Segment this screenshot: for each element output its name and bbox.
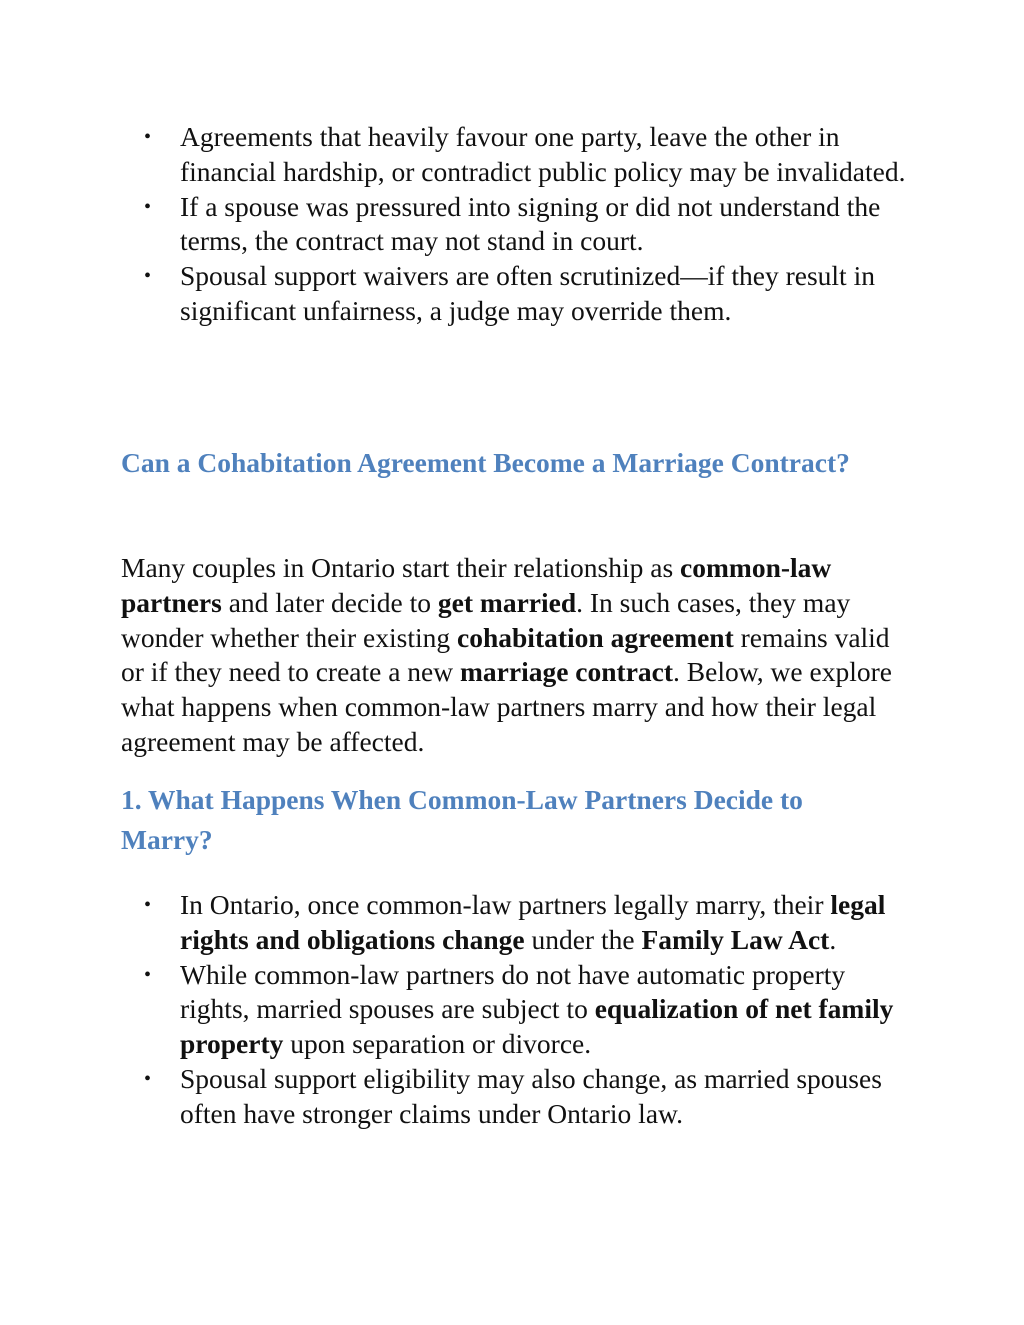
list-item-text: Spousal support eligibility may also change, as married spouses often have stronger claims under Ontario law. [180,1062,882,1129]
intro-paragraph [121,551,901,760]
section-heading: Can a Cohabitation Agreement Become a Marriage Contract? [121,447,850,478]
subsection-heading: 1. What Happens When Common-Law Partners Decide to Marry? [121,784,803,855]
bullet-icon: • [144,894,152,916]
intro-text: . In such cases, they may wonder whether their existing [121,586,851,653]
bullet-icon: • [144,265,152,288]
list-item-bold-text: legal rights and obligations change [180,889,886,955]
list-item-bold-text: Family Law Act [641,923,830,955]
list-item [144,120,910,190]
list-item-text: upon separation or divorce. [283,1028,592,1060]
intro-bold-text: cohabitation agreement [457,621,734,653]
list-item-bold-text: equalization of net family property [180,993,894,1060]
list-item [144,1062,910,1132]
list-item [144,888,910,958]
list-item-text: under the [524,923,642,955]
list-item [144,259,910,329]
intro-text: . Below, we explore what happens when common-law partners marry and how their legal agreement may be affected. [121,656,892,757]
intro-text: remains valid or if they need to create a new [121,621,890,688]
list-item-text: In Ontario, once common-law partners legally marry, their [180,889,831,920]
bottom-bullet-list [144,888,910,1132]
list-item-text: Spousal support waivers are often scrutinized—if they result in significant unfairness, a judge may override them. [180,260,875,326]
intro-text: Many couples in Ontario start their relationship as [121,552,681,583]
list-item-text: While common-law partners do not have automatic property rights, married spouses are subject to [180,958,846,1025]
bullet-icon: • [144,195,152,218]
list-item [144,958,910,1062]
top-bullet-list [144,120,910,329]
bullet-icon: • [144,963,152,986]
list-item-text: If a spouse was pressured into signing or did not understand the terms, the contract may not stand in court. [180,190,881,257]
list-item-text: Agreements that heavily favour one party, leave the other in financial hardship, or contradict public policy may be invalidated. [180,121,906,187]
list-item [144,190,910,260]
intro-bold-text: common-law partners [121,552,832,618]
intro-bold-text: get married [437,586,577,618]
intro-bold-text: marriage contract [460,656,674,688]
bullet-icon: • [144,1067,152,1090]
bullet-icon: • [144,126,152,148]
intro-text: and later decide to [221,586,438,618]
list-item-text: . [829,923,837,955]
